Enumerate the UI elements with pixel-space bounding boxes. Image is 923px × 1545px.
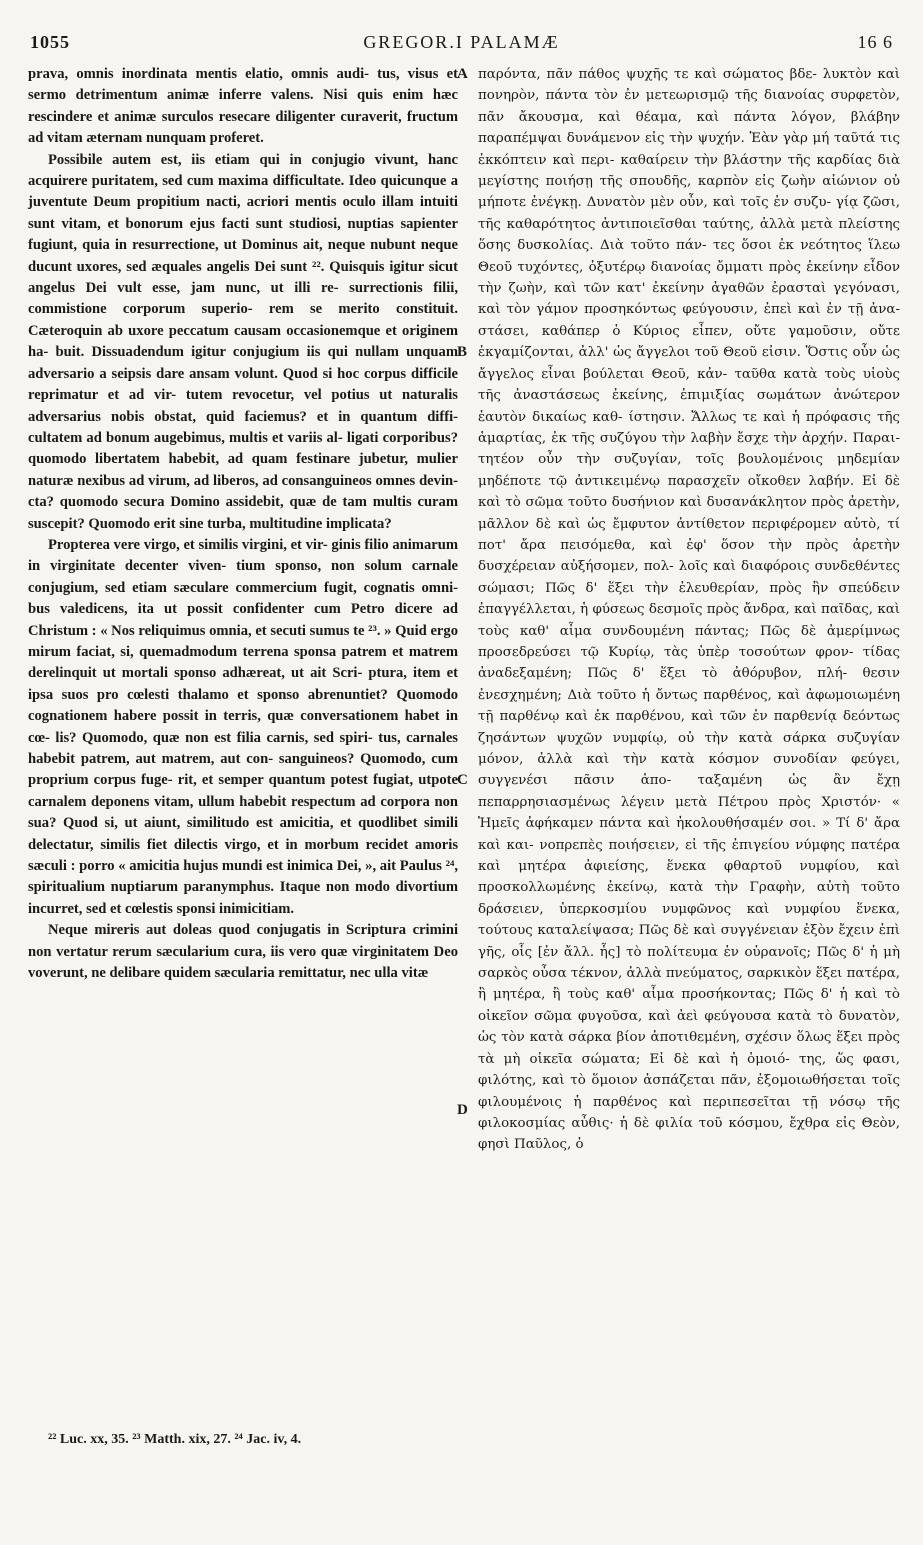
latin-paragraph: Neque mireris aut doleas quod conjugatis in Scriptura crimini non vertatur rerum sæcularium cura, iis vero quæ virginitatem Deo voverunt, ne delibare quidem sæcularia remittatur, nec ulla vitæ <box>28 922 458 982</box>
greek-paragraph: παρόντα, πᾶν πάθος ψυχῆς τε καὶ σώματος βδε- λυκτὸν καὶ πονηρὸν, πάντα τὸν ἐν μετεωρισμῷ τῆς διανοίας συρφετὸν, πᾶν ἄκουσμα, καὶ θέαμα, καὶ πάντα λόγον, βλάβην παραπέμψαι δυνάμενον εἰς τὴν ψυχήν. Ἐὰν γὰρ μή ταῦτά τις ἐκκόπτειν καὶ περι- καθαίρειν τὴν βλάστην τῆς καρδίας διὰ μεγίστης ποιήσῃ τῆς σπουδῆς, καρπὸν εἰς ζωὴν αἰώνιον οὐ μήποτε ἐνέγκῃ. Δυνατὸν μὲν οὖν, καὶ τοῖς ἐν συζυ- γίᾳ ζῶσι, τῆς καθαρότητος ἀντιποιεῖσθαι ταύτης, ἀλλὰ μετὰ πλείστης ὅσης δυσκολίας. Διὰ τοῦτο πάν- τες ὅσοι ἐκ νεότητος ἵλεω Θεοῦ τυχόντες, ὀξυτέρῳ διανοίας ὄμματι πρὸς ἐκείνην εἶδον τὴν ζωὴν, καὶ τῶν κατ' ἐκείνην ἀγαθῶν ἐρασταὶ γεγόνασι, καὶ τὸν γάμον προσηκόντως φεύγουσιν, ἐπεὶ καὶ ἐν τῇ ἀνα- στάσει, καθάπερ ὁ Κύριος εἶπεν, οὔτε γαμοῦσιν, οὔτε ἐκγαμίζονται, ἀλλ' ὡς ἄγγελοι τοῦ Θεοῦ εἰσιν. Ὅστις οὖν ὡς ἄγγελος εἶναι βούλεται Θεοῦ, κἀν- ταῦθα κατὰ τοὺς υἱοὺς τῆς ἀναστάσεως ἐκείνης, ἐπιμιξίας σωμάτων ἀνώτερον ἑαυτὸν δικαίως καθ- ίστησιν. Ἄλλως τε καὶ ἡ πρόφασις τῆς ἁμαρτίας, ἐκ τῆς συζύγου τὴν λαβὴν ἔσχε τὴν ἀρχήν. Παραι- τητέον οὖν τὴν συζυγίαν, τοῖς βουλομένοις μηδεμίαν μηδέποτε τῷ ἀντικειμένῳ παρασχεῖν οἴκοθεν λαβήν. Εἰ δὲ καὶ τὸ σῶμα τοῦτο δυσήνιον καὶ δυσανάκλητον πρὸς ἀρετὴν, μᾶλλον δὲ καὶ ὡς ἔμφυτον ἀντίθετον περιφέρομεν αὐτὸ, τί ποτ' ἄρα πεισόμεθα, καὶ ἐφ' ὅσον τὴν πρὸς ἀρετὴν δυσχέρειαν αὐξήσομεν, πολ- λοῖς καὶ διαφόροις συνδεθέντες σώμασι; Πῶς δ' ἕξει τὴν ἐλευθερίαν, πρὸς ἣν σπεύδειν ἐπαγγέλλεται, ἡ φύσεως δεσμοῖς πρὸς ἄνδρα, καὶ παῖδας, καὶ τοὺς καθ' αἷμα συνδουμένη πάντας; Πῶς δὲ ἀμερίμνως προσεδρεύσει τῷ Κυρίῳ, τὰς ὑπὲρ τοσούτων φρον- τίδας ἀναδεξαμένη; Πῶς δ' ἕξει τὸ ἀθόρυβον, πλή- θεσιν ἐνεσχημένη; Διὰ τοῦτο ἡ ὄντως παρθένος, καὶ ἀφωμοιωμένη τῇ παρθένῳ καὶ ἐκ παρθένου, καὶ τῶν ἐν παρθενίᾳ δεόντως ζησάντων ψυχῶν νυμφίῳ, οὐ τὴν κατὰ σάρκα συζυγίαν μόνον, ἀλλὰ καὶ τὴν κατὰ κόσμον συνοδίαν φεύγει, συγγενέσι πᾶσιν ἀπο- ταξαμένη ὡς ἂν ἔχῃ πεπαρρησιασμένως λέγειν μετὰ Πέτρου πρὸς Χριστόν· « Ἡμεῖς ἀφήκαμεν πάντα καὶ ἠκολουθήσαμέν σοι. » Τί δ' ἄρα καὶ και- νοπρεπὲς ποιήσειεν, εἰ τῆς ἐπιγείου νύμφης πατέρα καὶ μητέρα ἀφιείσης, ἕνεκα φθαρτοῦ νυμφίου, καὶ προσκολλωμένης ἐκείνῳ, κατὰ τὴν Γραφὴν, αὐτὴ τοῦτο δράσειεν, ὑπερκοσμίου νυμφῶνος καὶ νυμφίου ἕνεκα, τούτους καταλείψασα; Πῶς δὲ καὶ συγγένειαν ἐξὸν ἔχειν ἐπὶ γῆς, οἷς [ἐν ἄλλ. ἧς] τὸ πολίτευμα ἐν οὐρανοῖς; Πῶς δ' ἡ μὴ σαρκὸς οὖσα τέκνον, ἀλλὰ πνεύματος, σαρκικὸν ἕξει πατέρα, ἢ μητέρα, ἢ τοὺς καθ' αἷμα προσήκοντας; Πῶς δ' ἡ καὶ τὸ οἰκεῖον σῶμα φυγοῦσα, καὶ ἀεὶ φεύγουσα κατὰ τὸ δυνατὸν, ὡς τὸν κατὰ σάρκα βίον ἀποτιθεμένη, σχέσιν ὅλως ἕξει πρὸς τὰ μὴ οἰκεῖα σώματα; Εἰ δὲ καὶ ἡ ὁμοιό- της, ὥς φασι, φιλότης, καὶ τὸ ὅμοιον ἀσπάζεται πᾶν, ἐξομοιωθήσεται τοῖς φιλουμένοις ἡ παρθένος καὶ περιπεσεῖται τῇ νόσῳ τῆς φιλοκοσμίας αὖθις· ἡ δὲ φιλία τοῦ κόσμου, ἔχθρα εἰς Θεὸν, φησὶ Παῦλος, ὁ <box>478 67 900 1153</box>
latin-paragraph: prava, omnis inordinata mentis elatio, omnis audi- tus, visus et sermo detrimentum animæ inferre valens. Nisi quis enim hæc rescindere et animæ surculos resecare diligenter curaverit, fructum ad vitam æternam nunquam proferet. <box>28 66 458 147</box>
page-header <box>30 32 893 54</box>
page-number-left: 1055 <box>30 32 70 52</box>
section-marker-b: B <box>457 344 468 360</box>
greek-column <box>478 64 900 1156</box>
section-marker-c: C <box>457 772 468 788</box>
footnotes: ²² Luc. xx, 35. ²³ Matth. xix, 27. ²⁴ Jac. iv, 4. <box>48 1432 302 1447</box>
running-title: GREGOR.I PALAMÆ <box>363 32 560 52</box>
latin-paragraph: Propterea vere virgo, et similis virgini, et vir- ginis filio animarum in virginitate decenter viven- tium sponso, non solum carnale conjugium, sed etiam sæculare commercium fugit, cognatis omni- bus valedicens, ita ut possit confidenter cum Petro dicere ad Christum : « Nos reliquimus omnia, et secuti sumus te ²³. » Quid ergo mirum faciat, si, quemadmodum terrena sponsa patrem et matrem derelinquit ut mortali sponso adhæreat, ut ait Scri- ptura, item et ipsa suos pro cœlesti thalamo et sponso abrenuntiet? Quomodo cognationem habere possit in terris, quæ conversationem habet in cœ- lis? Quomodo, quæ non est filia carnis, sed spiri- tus, carnales habebit patrem, aut matrem, aut con- sanguineos? Quomodo, cum proprium corpus fuge- rit, et semper quantum potest fugiat, utpote carnalem deponens vitam, ullum habebit respectum ad corpora non sua? Quod si, ut aiunt, similitudo est amicitia, et quodlibet simili delectatur, similis fiet dilectis virgo, et in morbum recidet amoris sæculi : porro « amicitia hujus mundi est inimica Dei, », ait Paulus ²⁴, spiritualium nuptiarum paranymphus. Itaque non modo divortium incurret, sed et cœlestis sponsi inimicitiam. <box>28 536 458 917</box>
latin-paragraph: Possibile autem est, iis etiam qui in conjugio vivunt, hanc acquirere puritatem, sed cum maxima difficultate. Ideo quicunque a juventute Deum propitium nacti, acriori mentis oculo illam intuiti sunt vitam, et bonorum ejus facti sunt studiosi, nuptias sapienter fugiunt, quia in resurrectione, ut Dominus ait, neque nubunt neque ducunt uxores, sed æquales angelis Dei sunt ²². Quisquis igitur sicut angelus Dei vult esse, jam nunc, ut illi re- surrectionis filii, commistione corporum superio- rem se merito constituit. Cæteroquin ab uxore peccatum causam occasionemque et originem ha- buit. Dissuadendum igitur conjugium iis qui nullam unquam adversario a seipsis dare ansam volunt. Quod si hoc corpus difficile reprimatur et ad vir- tutem revocetur, vel potius ut naturalis adversarius nobis obstat, quid faciemus? et in quantum diffi- cultatem ad bonum augebimus, multis et variis al- ligati corporibus? quomodo libertatem habebit, ad quam festinare jubetur, mulier naturæ nexibus ad virum, ad liberos, ad consanguineos omnes devin- cta? quomodo secura Domino assidebit, quæ de tam multis curam suscepit? Quomodo erit sine turba, multitudine implicata? <box>28 151 458 532</box>
latin-column <box>28 64 458 984</box>
section-marker-a: A <box>457 66 468 82</box>
page-number-right: 16 6 <box>857 32 893 52</box>
section-marker-d: D <box>457 1102 468 1118</box>
